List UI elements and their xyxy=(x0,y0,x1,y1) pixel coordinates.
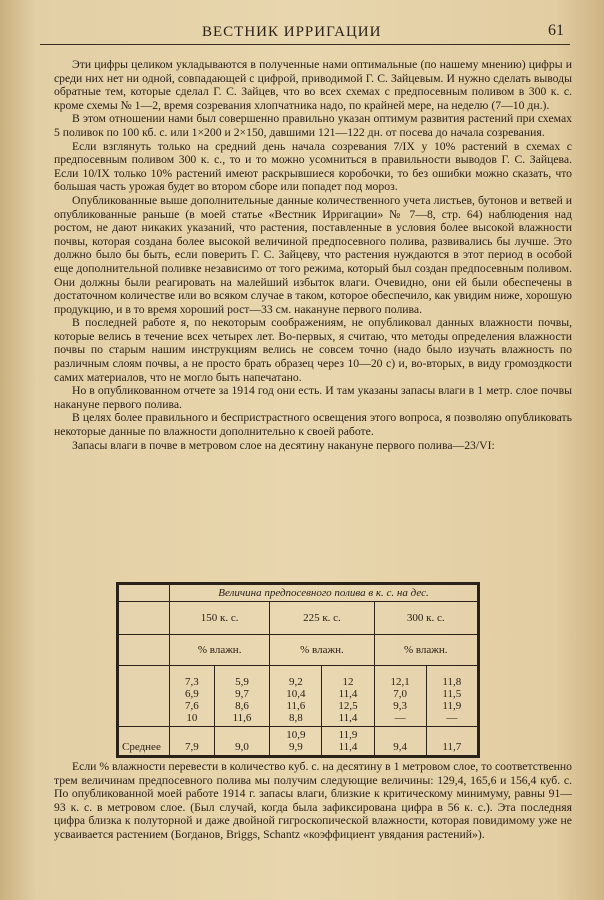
table-cell xyxy=(214,727,270,756)
table-value: 7,6 xyxy=(184,700,199,712)
table-corner xyxy=(119,602,170,635)
table-cell xyxy=(270,727,322,756)
table-caption: Величина предпосевного полива в к. с. на дес. xyxy=(170,585,478,602)
mean-label-text: Среднее xyxy=(122,741,161,753)
table-value: 8,6 xyxy=(235,700,249,712)
table-cell xyxy=(170,666,215,727)
table-value: 11,6 xyxy=(232,712,252,724)
table-value: 9,9 xyxy=(289,741,303,754)
unit-header: % влажн. xyxy=(170,635,270,666)
moisture-table xyxy=(116,582,480,758)
table-cell xyxy=(270,666,322,727)
dose-header: 225 к. с. xyxy=(270,602,374,635)
paragraph: В последней работе я, по некоторым соображениям, не опубликовал данных влажности почвы, которые велись в течение всех четырех лет. Во-первых, я считаю, что методы определения влажности почвы по старым нашим инструкциям велись не совсем точно (надо было изучать влажность по различным слоям почвы, а не просто брать образец через 10—20 с) и, во-вторых, в виду громоздкости самих материалов, что не могло быть напечатано. xyxy=(54,316,572,384)
table-row xyxy=(119,727,478,756)
journal-title: ВЕСТНИК ИРРИГАЦИИ xyxy=(202,24,382,40)
table-value: 11,9 xyxy=(442,700,462,712)
table-value xyxy=(173,729,211,741)
table-value: 9,4 xyxy=(393,741,407,754)
paragraph: Запасы влаги в почве в метровом слое на десятину накануне первого полива—23/VI: xyxy=(72,438,495,452)
page-number: 61 xyxy=(548,22,564,39)
table-value: 10 xyxy=(186,712,198,724)
table-corner xyxy=(119,585,170,602)
table-cell xyxy=(322,666,374,727)
table-cell xyxy=(374,727,426,756)
row-label xyxy=(119,666,170,727)
table-value: 7,0 xyxy=(393,688,407,700)
table-value: 7,9 xyxy=(184,741,199,754)
table-value: 10,9 xyxy=(286,729,306,742)
table-value: — xyxy=(394,712,406,724)
running-header xyxy=(40,22,570,42)
table-value: 11,9 xyxy=(338,729,358,742)
unit-header: % влажн. xyxy=(270,635,374,666)
table-value: 6,9 xyxy=(184,688,199,700)
table-value: 9,2 xyxy=(289,676,303,688)
data-table xyxy=(118,584,478,756)
paragraph: Эти цифры целиком укладываются в полученные нами оптимальные (по нашему мнению) цифры и среди них нет ни одной, совпадающей с цифрой, приводимой Г. С. Зайцевым. И нужно сделать выводы обратные тем, которые сделал Г. С. Зайцев, что во всех схемах с предпосевным поливом в 300 к. с. кроме схемы № 1—2, время созревания хлопчатника надо, по крайней мере, на неделю (7—10 дн.). xyxy=(54,58,572,112)
table-cell xyxy=(322,727,374,756)
table-cell xyxy=(426,666,477,727)
table-value: 12,1 xyxy=(390,676,410,688)
table-value: 10,4 xyxy=(286,688,306,700)
table-value: 11,5 xyxy=(442,688,462,700)
table-value: 11,4 xyxy=(338,688,358,700)
table-value: 5,9 xyxy=(235,676,249,688)
dose-header: 150 к. с. xyxy=(170,602,270,635)
table-value xyxy=(218,729,267,741)
table-cell xyxy=(426,727,477,756)
table-value: — xyxy=(446,712,458,724)
main-text xyxy=(54,58,572,452)
table-value: 11,7 xyxy=(442,741,462,754)
table-value: 12 xyxy=(342,676,354,688)
paragraph: В целях более правильного и беспристрастного освещения этого вопроса, я позволяю опубликовать некоторые данные по влажности дополнительно к своей работе. xyxy=(54,411,572,439)
table-cell xyxy=(170,727,215,756)
table-value: 12,5 xyxy=(338,700,358,712)
mean-label xyxy=(119,727,170,756)
table-value: 7,3 xyxy=(184,676,199,688)
table-value: 8,8 xyxy=(289,712,303,724)
table-value: 11,4 xyxy=(338,712,358,724)
paragraph: Если взглянуть только на средний день начала созревания 7/IX у 10% растений в схемах с предпосевным поливом 300 к. с., то и то можно усомниться в правильности выводов Г. С. Зайцева. Если 10/IX только 10% растений имеют раскрывшиеся коробочки, то без ошибки можно сказать, что большая часть урожая будет во втором сборе или попадет под мороз. xyxy=(54,139,572,194)
table-cell xyxy=(374,666,426,727)
table-value: 11,6 xyxy=(286,700,306,712)
dose-header: 300 к. с. xyxy=(374,602,477,635)
after-table-text xyxy=(54,760,572,842)
table-value: 9,0 xyxy=(235,741,249,754)
paragraph: Но в опубликованном отчете за 1914 год они есть. И там указаны запасы влаги в 1 метр. слое почвы накануне первого полива. xyxy=(54,384,572,411)
table-cell xyxy=(214,666,270,727)
table-value: 11,8 xyxy=(442,676,462,688)
table-value: 9,7 xyxy=(235,688,249,700)
table-value xyxy=(430,729,474,741)
paragraph: Опубликованные выше дополнительные данные количественного учета листьев, бутонов и ветвей и опубликованные раньше (в моей статье «Вестник Ирригации» № 7—8, стр. 64) наблюдения над ростом, не дают никаких указаний, что растения, поставленные в условия более высокой влажности почвы, которая создана более высокой величиной предпосевного полива, развивались бы лучше. Это должно было бы быть, если поверить Г. С. Зайцеву, что растения нуждаются в этот период в особой еще дополнительной поливке независимо от того режима, который был создан предпосевным поливом. Они должны были реагировать на малейший избыток влаги. Очевидно, они ей были обеспечены в достаточном количестве или во всяком случае в таком, которое обеспечило, как увидим ниже, хорошую продукцию, и в то время хороший рост—33 см. накануне первого полива. xyxy=(54,193,572,316)
header-rule xyxy=(40,44,570,45)
unit-header: % влажн. xyxy=(374,635,477,666)
table-value: 9,3 xyxy=(393,700,407,712)
table-row xyxy=(119,666,478,727)
table-value xyxy=(378,729,423,741)
paragraph: Если % влажности перевести в количество куб. с. на десятину в 1 метровом слое, то соответственно трем величинам предпосевного полива мы получим следующие величины: 129,4, 165,6 и 156,4 куб. с. По опубликованной моей работе 1914 г. запасы влаги, близкие к критическому минимуму, равны 91—93 к. с. в метровом слое. (Был случай, когда была зафиксирована цифра в 56 к. с.). Эта последняя цифра близка к полуторной и даже двойной гигроскопической влажности, которая повидимому уже не усваивается растением (Богданов, Briggs, Schantz «коэффициент увядания растений»). xyxy=(54,760,572,841)
table-value: 11,4 xyxy=(338,741,358,754)
table-corner xyxy=(119,635,170,666)
paragraph: В этом отношении нами был совершенно правильно указан оптимум развития растений при схемах 5 поливок по 100 кб. с. или 1×200 и 2×150, давшими 121—122 дн. от посева до начала созревания. xyxy=(54,112,572,139)
